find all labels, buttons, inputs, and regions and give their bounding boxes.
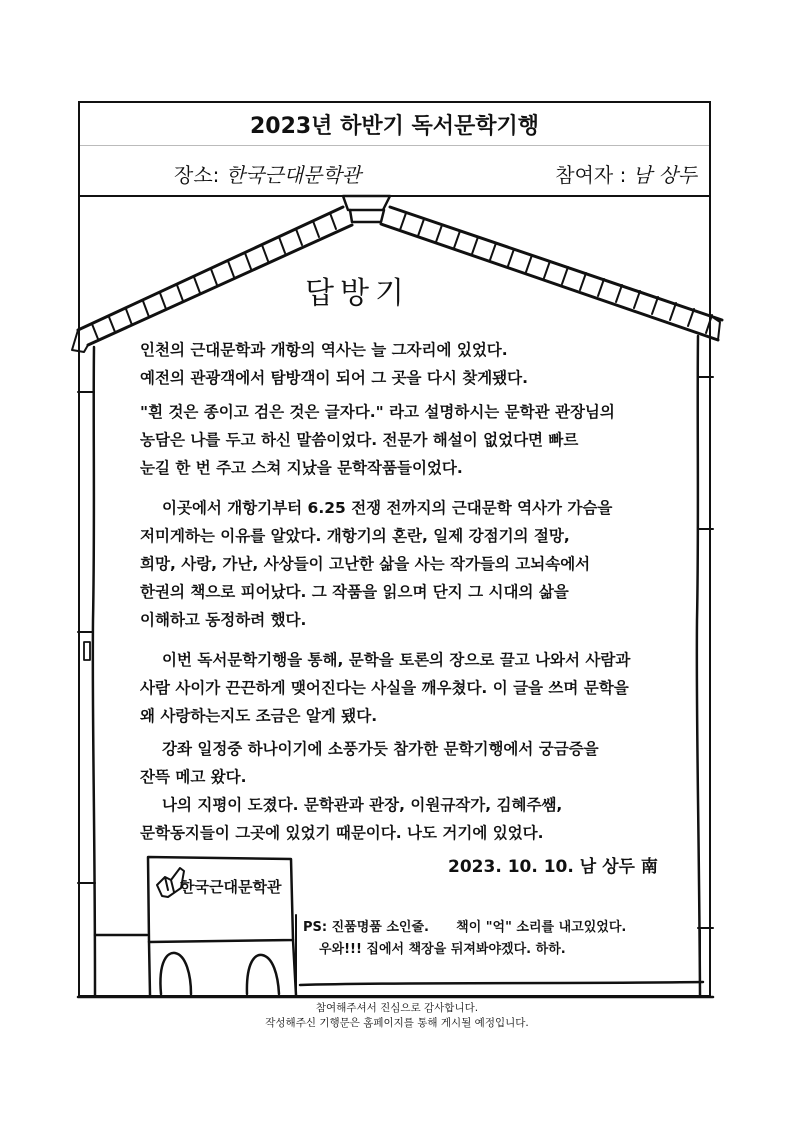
form-title-row (80, 103, 709, 146)
participant-field (555, 159, 697, 188)
essay-line: 농담은 나를 두고 하신 말씀이었다. 전문가 해설이 없었다면 빠르 (140, 431, 579, 449)
footer-thanks: 참여해주셔서 진심으로 감사합니다. (315, 1002, 479, 1014)
ps-note (303, 917, 723, 961)
essay-heading: 답방기 (305, 276, 410, 311)
essay-line: 이번 독서문학기행을 통해, 문학을 토론의 장으로 끌고 나와서 사람과 (162, 651, 631, 669)
essay-line: 문학동지들이 그곳에 있었기 때문이다. 나도 거기에 있었다. (140, 824, 544, 842)
signature (448, 852, 658, 877)
paragraph-1 (140, 336, 700, 392)
essay-line: 잔뜩 메고 왔다. (140, 768, 247, 786)
essay-line: 희망, 사랑, 가난, 사상들이 고난한 삶을 사는 작가들의 고뇌속에서 (140, 555, 591, 573)
paragraph-4 (140, 646, 700, 730)
location-label: 장소: (174, 163, 220, 187)
ps-line: PS: 진품명품 소인줄. 책이 "억" 소리를 내고있었다. (303, 920, 627, 935)
participant-label: 참여자 : (555, 163, 627, 187)
location-value: 한국근대문학관 (225, 163, 361, 187)
info-row (80, 145, 709, 197)
essay-line: 이해하고 동정하려 했다. (140, 611, 307, 629)
footer-notice: 작성해주신 기행문은 홈페이지를 통해 게시될 예정입니다. (265, 1017, 529, 1029)
location-field (174, 159, 361, 188)
essay-line: 한권의 책으로 피어났다. 그 작품을 읽으며 단지 그 시대의 삶을 (140, 583, 569, 601)
essay-line: 이곳에서 개항기부터 6.25 전쟁 전까지의 근대문학 역사가 가슴을 (162, 499, 613, 517)
footer (0, 1001, 794, 1031)
essay-line: "흰 것은 종이고 검은 것은 글자다." 라고 설명하시는 문학관 관장님의 (140, 403, 615, 421)
essay-line: 사람 사이가 끈끈하게 맺어진다는 사실을 깨우쳤다. 이 글을 쓰며 문학을 (140, 679, 629, 697)
essay-line: 눈길 한 번 주고 스쳐 지났을 문학작품들이었다. (140, 459, 463, 477)
museum-sign-label: 한국근대문학관 (180, 878, 282, 896)
form-title: 2023년 하반기 독서문학기행 (249, 113, 540, 139)
essay-line: 나의 지평이 도졌다. 문학관과 관장, 이원규작가, 김혜주쌤, (162, 796, 563, 814)
paragraph-3 (140, 494, 700, 634)
paragraph-6 (140, 791, 700, 847)
essay-line: 인천의 근대문학과 개항의 역사는 늘 그자리에 있었다. (140, 341, 508, 359)
participant-value: 남 상두 (632, 163, 697, 187)
essay-line: 강좌 일정중 하나이기에 소풍가듯 참가한 문학기행에서 궁금증을 (162, 740, 599, 758)
paragraph-2 (140, 398, 700, 482)
essay-line: 예전의 관광객에서 탐방객이 되어 그 곳을 다시 찾게됐다. (140, 369, 529, 387)
essay-line: 저미게하는 이유를 알았다. 개항기의 혼란, 일제 강점기의 절망, (140, 527, 570, 545)
ps-line: 우와!!! 집에서 책장을 뒤져봐야겠다. 하하. (319, 942, 566, 957)
essay-line: 왜 사랑하는지도 조금은 알게 됐다. (140, 707, 378, 725)
signature-text: 2023. 10. 10. 남 상두 (448, 857, 635, 877)
paragraph-5 (140, 735, 700, 791)
signature-stamp: 南 (640, 857, 658, 877)
